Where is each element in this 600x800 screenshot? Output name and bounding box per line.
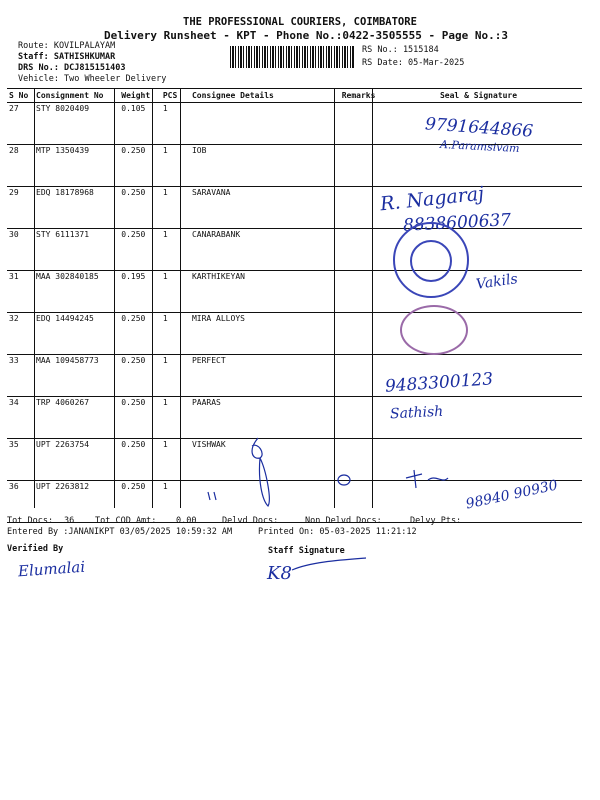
pcs: 1 <box>161 229 190 271</box>
tot-docs-value: 36 <box>64 516 75 526</box>
staff-signature-label: Staff Signature <box>268 546 345 556</box>
table-row <box>7 313 582 355</box>
weight: 0.250 <box>119 145 161 187</box>
consignment-no: MTP 1350439 <box>34 145 119 187</box>
company-seal-stamp <box>400 305 468 355</box>
pcs: 1 <box>161 271 190 313</box>
staff-signature-stroke <box>290 556 370 576</box>
pcs: 1 <box>161 313 190 355</box>
consignment-no: UPT 2263812 <box>34 481 119 523</box>
pcs: 1 <box>161 103 190 145</box>
remarks <box>340 355 375 397</box>
consignee: SARAVANA <box>190 187 340 229</box>
consignee: MIRA ALLOYS <box>190 313 340 355</box>
drs-number: DRS No.: DCJ815151403 <box>18 63 126 73</box>
consignment-no: UPT 2263754 <box>34 439 119 481</box>
col-consignee: Consignee Details <box>190 89 340 103</box>
col-remarks: Remarks <box>340 89 375 103</box>
sno: 35 <box>7 439 34 481</box>
weight: 0.250 <box>119 481 161 523</box>
sno: 28 <box>7 145 34 187</box>
handwritten-phone: 8838600637 <box>402 210 512 236</box>
remarks <box>340 145 375 187</box>
printed-on: Printed On: 05-03-2025 11:21:12 <box>258 527 417 537</box>
non-delvd-label: Non Delvd Docs: <box>305 516 382 526</box>
handwritten-signature: Sathish <box>389 403 444 423</box>
weight: 0.250 <box>119 229 161 271</box>
staff-signature: K8 <box>267 563 292 584</box>
weight: 0.250 <box>119 397 161 439</box>
remarks <box>340 313 375 355</box>
consignee: VISHWAK <box>190 439 340 481</box>
sno: 27 <box>7 103 34 145</box>
weight: 0.250 <box>119 313 161 355</box>
verifier-signature: Elumalai <box>17 557 86 581</box>
tot-docs-label: Tot Docs: <box>7 516 54 526</box>
consignee: IOB <box>190 145 340 187</box>
consignment-no: MAA 302840185 <box>34 271 119 313</box>
col-sno: S No <box>7 89 34 103</box>
pcs: 1 <box>161 145 190 187</box>
table-row <box>7 229 582 271</box>
weight: 0.250 <box>119 355 161 397</box>
delvd-docs-label: Delvd Docs: <box>222 516 279 526</box>
runsheet-title: Delivery Runsheet - KPT - Phone No.:0422-3505555 - Page No.:3 <box>104 29 508 42</box>
consignee: PERFECT <box>190 355 340 397</box>
consignee: CANARABANK <box>190 229 340 271</box>
company-name: THE PROFESSIONAL COURIERS, COIMBATORE <box>183 16 417 28</box>
tot-cod-label: Tot COD Amt: <box>95 516 157 526</box>
handwritten-phone: 98940 90930 <box>464 477 560 513</box>
sno: 30 <box>7 229 34 271</box>
delvy-pts-label: Delvy Pts: <box>410 516 462 526</box>
staff: Staff: SATHISHKUMAR <box>18 52 116 62</box>
column-divider <box>180 88 181 508</box>
rs-date: RS Date: 05-Mar-2025 <box>362 58 465 68</box>
sno: 36 <box>7 481 34 523</box>
table-row <box>7 355 582 397</box>
consignee: PAARAS <box>190 397 340 439</box>
consignee: KARTHIKEYAN <box>190 271 340 313</box>
entered-by: Entered By :JANANIKPT 03/05/2025 10:59:32 AM <box>7 527 233 537</box>
col-seal: Seal & Signature <box>375 89 582 103</box>
sno: 32 <box>7 313 34 355</box>
consignment-no: TRP 4060267 <box>34 397 119 439</box>
consignee <box>190 103 340 145</box>
consignment-no: EDQ 18178968 <box>34 187 119 229</box>
col-pcs: PCS <box>161 89 190 103</box>
handwritten-signature: Vakils <box>475 271 519 293</box>
bank-seal-inner <box>410 240 452 282</box>
vehicle: Vehicle: Two Wheeler Delivery <box>18 74 167 84</box>
weight: 0.195 <box>119 271 161 313</box>
col-consignment: Consignment No <box>34 89 119 103</box>
barcode <box>230 46 355 68</box>
weight: 0.250 <box>119 439 161 481</box>
pcs: 1 <box>161 187 190 229</box>
sno: 34 <box>7 397 34 439</box>
consignment-no: MAA 109458773 <box>34 355 119 397</box>
handwritten-phone: 9791644866 <box>424 114 534 142</box>
verified-by-label: Verified By <box>7 544 64 554</box>
sno: 33 <box>7 355 34 397</box>
consignment-no: STY 8020409 <box>34 103 119 145</box>
handwritten-name: A.Paramsivam <box>439 137 520 156</box>
column-divider <box>114 88 115 508</box>
weight: 0.250 <box>119 187 161 229</box>
weight: 0.105 <box>119 103 161 145</box>
column-divider <box>152 88 153 508</box>
pcs: 1 <box>161 439 190 481</box>
handwritten-name: R. Nagaraj <box>379 182 486 216</box>
sno: 31 <box>7 271 34 313</box>
sno: 29 <box>7 187 34 229</box>
remarks <box>340 103 375 145</box>
remarks <box>340 187 375 229</box>
col-weight: Weight <box>119 89 161 103</box>
handwritten-phone: 9483300123 <box>384 369 494 397</box>
remarks <box>340 229 375 271</box>
consignment-no: EDQ 14494245 <box>34 313 119 355</box>
handwriting-strokes <box>196 430 581 513</box>
consignment-no: STY 6111371 <box>34 229 119 271</box>
tot-cod-value: 0.00 <box>176 516 197 526</box>
pcs: 1 <box>161 481 190 523</box>
pcs: 1 <box>161 397 190 439</box>
rs-number: RS No.: 1515184 <box>362 45 439 55</box>
column-divider <box>34 88 35 508</box>
route: Route: KOVILPALAYAM <box>18 41 116 51</box>
pcs: 1 <box>161 355 190 397</box>
remarks <box>340 271 375 313</box>
